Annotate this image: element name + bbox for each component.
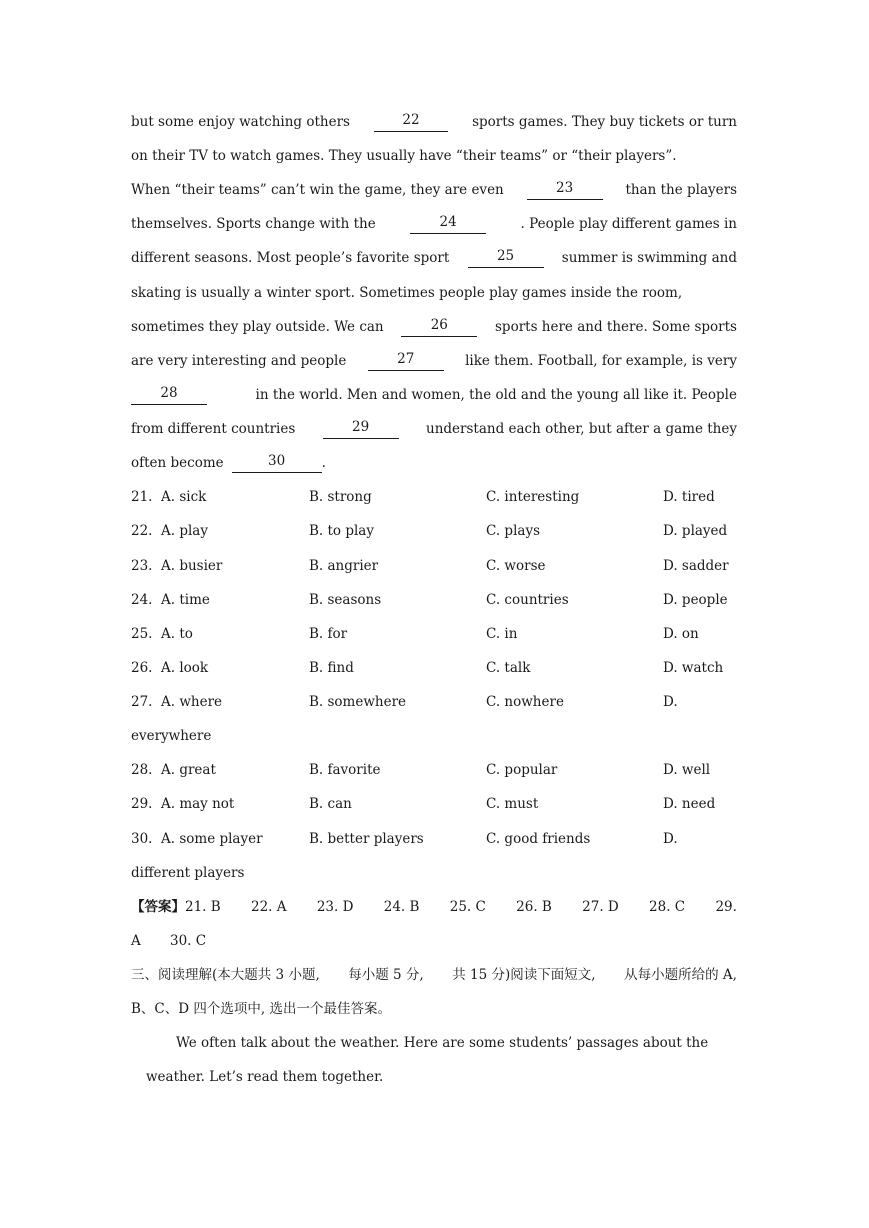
passage-text: are very interesting and people: [131, 353, 347, 369]
option-b: B. to play: [309, 523, 374, 539]
passage-text: When “their teams” can’t win the game, they are even: [131, 182, 504, 198]
question-number: 27.: [131, 694, 153, 710]
answer-label: 【答案】: [131, 899, 185, 915]
question-number: 25.: [131, 626, 153, 642]
option-b: B. angrier: [309, 558, 379, 574]
option-c: C. countries: [486, 592, 569, 608]
blank-26: 26: [401, 317, 477, 337]
question-number: 22.: [131, 523, 153, 539]
passage-text: from different countries: [131, 421, 296, 437]
option-b: B. strong: [309, 489, 372, 505]
passage-line-10: [131, 419, 737, 439]
passage-text: in the world. Men and women, the old and the young all like it. People: [255, 387, 737, 403]
blank-29: 29: [323, 419, 399, 439]
option-d: D. sadder: [663, 558, 729, 574]
option-d: D. played: [663, 523, 728, 539]
passage-text: sports here and there. Some sports: [495, 319, 737, 335]
passage-text: summer is swimming and: [561, 250, 737, 266]
passage-line-7: [131, 317, 737, 337]
option-a: A. great: [161, 762, 216, 778]
passage-line-9: [131, 385, 737, 405]
answer-item-wrapped: A: [131, 933, 141, 949]
blank-28: 28: [131, 385, 207, 405]
option-b: B. somewhere: [309, 694, 407, 710]
section-heading-line-2: B、C、D 四个选项中, 选出一个最佳答案。: [131, 1001, 391, 1017]
option-d-wrapped-text: different players: [131, 865, 245, 881]
option-b: B. better players: [309, 831, 424, 847]
option-b: B. seasons: [309, 592, 382, 608]
passage-text: understand each other, but after a game they: [426, 421, 737, 437]
passage-text: skating is usually a winter sport. Sometimes people play games inside the room,: [131, 285, 683, 301]
question-number: 30.: [131, 831, 153, 847]
option-a: A. time: [161, 592, 210, 608]
option-c: C. interesting: [486, 489, 580, 505]
answer-item: 28. C: [649, 899, 686, 915]
option-d: D.: [663, 831, 678, 847]
option-c: C. talk: [486, 660, 531, 676]
answer-item: 29.: [715, 899, 737, 915]
option-d-wrapped-text: everywhere: [131, 728, 212, 744]
reading-intro-line-2: weather. Let’s read them together.: [146, 1069, 384, 1085]
passage-text: but some enjoy watching others: [131, 114, 350, 130]
passage-line-6: [131, 283, 737, 303]
blank-30: 30: [232, 453, 322, 473]
blank-27: 27: [368, 351, 444, 371]
passage-text: .: [321, 455, 326, 471]
option-c: C. plays: [486, 523, 540, 539]
option-c: C. good friends: [486, 831, 591, 847]
question-number: 28.: [131, 762, 153, 778]
passage-text: often become: [131, 455, 224, 471]
answer-item: 27. D: [582, 899, 619, 915]
option-a: A. look: [161, 660, 209, 676]
option-d: D. on: [663, 626, 699, 642]
answer-item-first: [131, 897, 221, 917]
passage-text: different seasons. Most people’s favorite sport: [131, 250, 450, 266]
option-a: A. some player: [161, 831, 263, 847]
passage-text: sometimes they play outside. We can: [131, 319, 384, 335]
passage-text: on their TV to watch games. They usually have “their teams” or “their players”.: [131, 148, 677, 164]
passage-line-1: [131, 112, 737, 132]
passage-text: than the players: [625, 182, 737, 198]
option-c: C. in: [486, 626, 518, 642]
question-number: 24.: [131, 592, 153, 608]
option-c: C. must: [486, 796, 539, 812]
answer-item: 23. D: [316, 899, 354, 915]
option-d: D. people: [663, 592, 728, 608]
passage-text: like them. Football, for example, is very: [465, 353, 737, 369]
option-a: A. to: [161, 626, 193, 642]
blank-24: 24: [410, 214, 486, 234]
answer-item: 26. B: [516, 899, 552, 915]
passage-line-11: [131, 453, 737, 473]
option-a: A. where: [161, 694, 223, 710]
passage-text: sports games. They buy tickets or turn: [472, 114, 737, 130]
question-number: 29.: [131, 796, 153, 812]
answer-item: 24. B: [383, 899, 420, 915]
option-c: C. worse: [486, 558, 546, 574]
section-heading-part: 三、阅读理解(本大题共 3 小题,: [131, 967, 320, 983]
blank-25: 25: [468, 248, 544, 268]
option-d: D. tired: [663, 489, 715, 505]
option-b: B. favorite: [309, 762, 381, 778]
blank-23: 23: [527, 180, 603, 200]
answer-item: 25. C: [449, 899, 486, 915]
answer-item: 21. B: [185, 899, 221, 915]
option-a: A. play: [161, 523, 208, 539]
option-b: B. find: [309, 660, 354, 676]
section-heading-part: 共 15 分)阅读下面短文,: [452, 967, 596, 983]
passage-text: themselves. Sports change with the: [131, 216, 376, 232]
option-b: B. for: [309, 626, 348, 642]
option-a: A. may not: [161, 796, 235, 812]
option-d: D. well: [663, 762, 711, 778]
option-c: C. nowhere: [486, 694, 564, 710]
answer-item: 22. A: [251, 899, 287, 915]
option-a: A. sick: [161, 489, 207, 505]
question-number: 21.: [131, 489, 153, 505]
question-number: 23.: [131, 558, 153, 574]
option-c: C. popular: [486, 762, 558, 778]
passage-line-4: [131, 214, 737, 234]
question-number: 26.: [131, 660, 153, 676]
passage-line-3: [131, 180, 737, 200]
option-d: D.: [663, 694, 678, 710]
passage-text: . People play different games in: [520, 216, 737, 232]
passage-line-2: [131, 146, 737, 166]
option-b: B. can: [309, 796, 352, 812]
option-a: A. busier: [161, 558, 223, 574]
passage-line-5: [131, 248, 737, 268]
answer-key: [131, 897, 737, 917]
answer-item: 30. C: [170, 933, 207, 949]
section-heading-part: 每小题 5 分,: [348, 967, 424, 983]
passage-line-8: [131, 351, 737, 371]
section-heading-part: 从每小题所给的 A,: [624, 967, 737, 983]
blank-22: 22: [374, 112, 448, 132]
section-heading: [131, 965, 737, 985]
reading-intro-line-1: We often talk about the weather. Here are some students’ passages about the: [176, 1035, 709, 1051]
option-d: D. need: [663, 796, 716, 812]
option-d: D. watch: [663, 660, 724, 676]
